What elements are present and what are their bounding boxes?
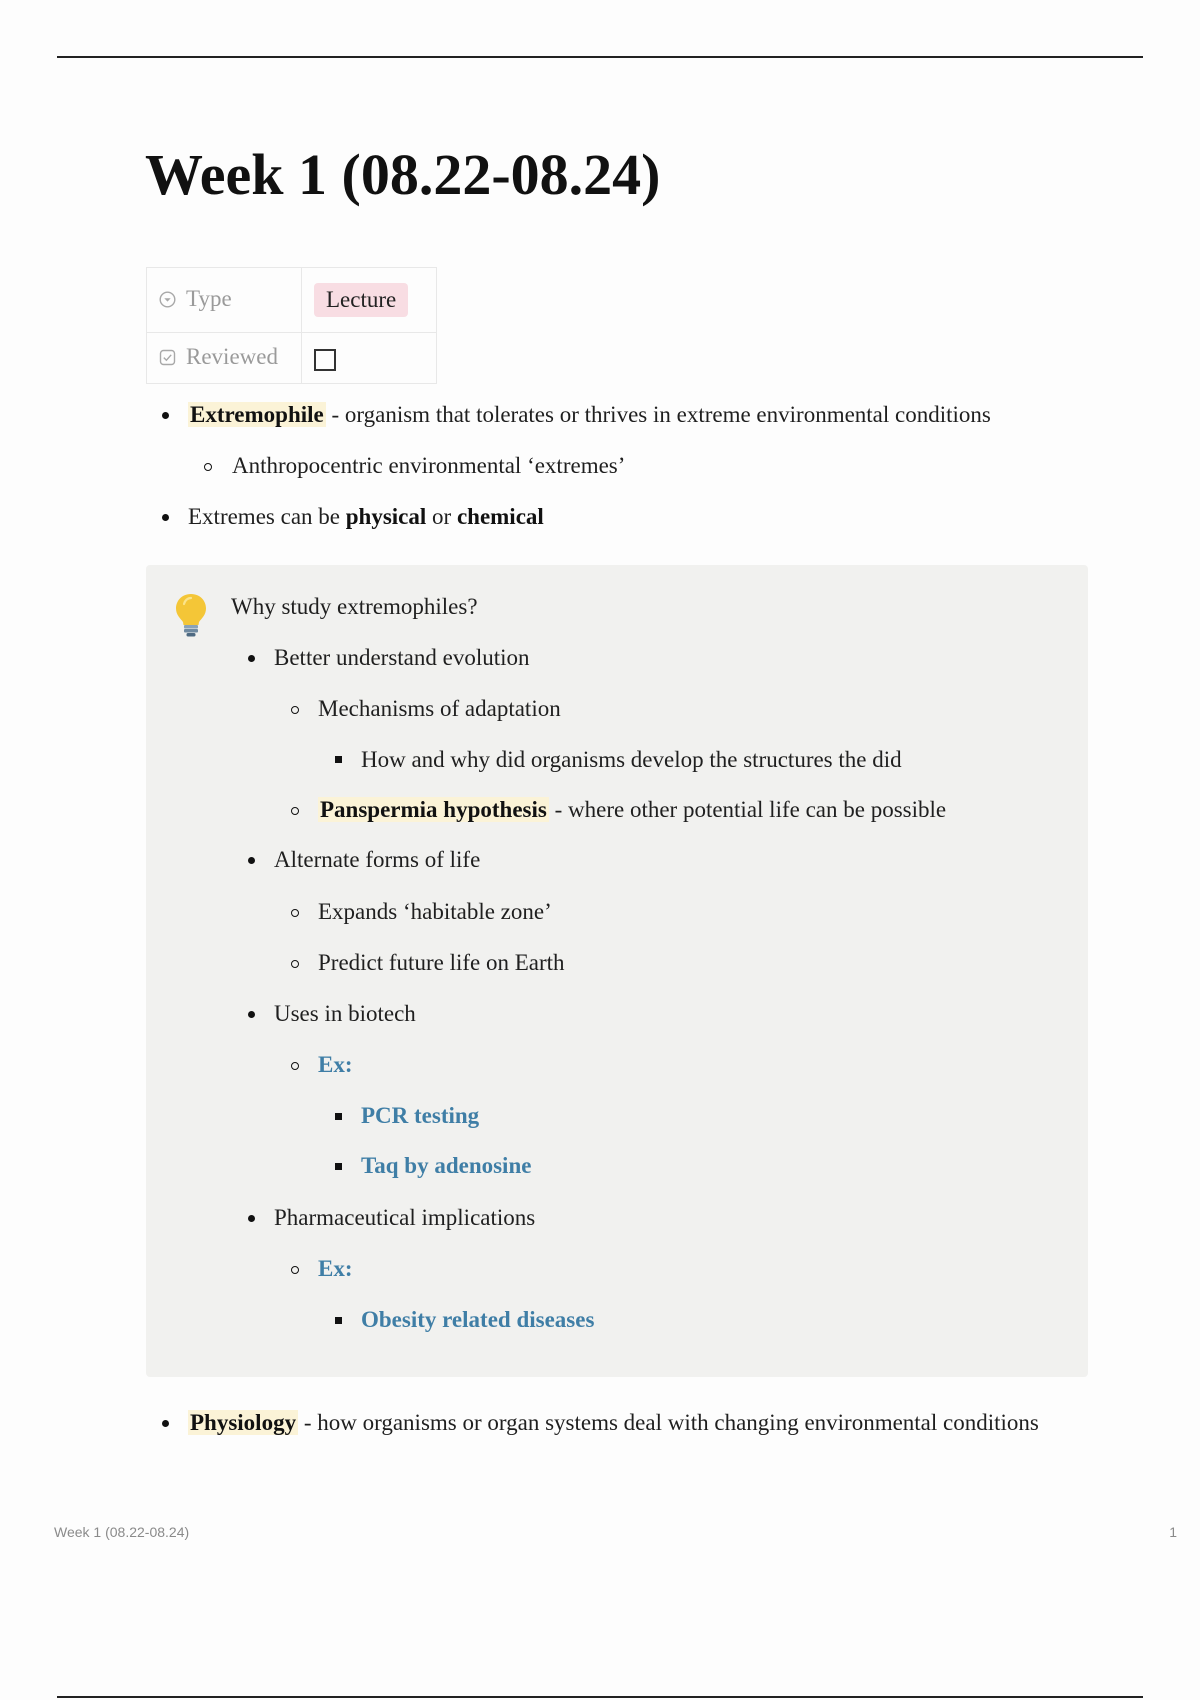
footer-title: Week 1 (08.22-08.24) [54, 1524, 190, 1540]
link-ex-biotech[interactable]: Ex: [318, 1052, 353, 1077]
term-extremophile: Extremophile [190, 402, 324, 427]
bullet-circle [291, 909, 299, 917]
bullet-disc [162, 514, 169, 521]
term-physiology: Physiology [190, 1410, 297, 1435]
panspermia-definition: - where other potential life can be possible [548, 797, 947, 822]
term-physical: physical [345, 504, 427, 529]
bullet-disc [248, 1011, 255, 1018]
list-item-physiology [188, 1408, 1039, 1438]
list-item-extremophile [188, 400, 991, 430]
bullet-circle [291, 807, 299, 815]
extremes-or: or [426, 504, 457, 529]
extremophile-definition: - organism that tolerates or thrives in extreme environmental conditions [325, 402, 991, 427]
checkbox-property-icon [159, 346, 176, 372]
bullet-square [335, 1317, 342, 1324]
bullet-square [335, 1163, 342, 1170]
top-rule [57, 56, 1143, 58]
term-panspermia: Panspermia hypothesis [320, 797, 547, 822]
list-item-anthropocentric: Anthropocentric environmental ‘extremes’ [232, 453, 626, 478]
list-item-biotech: Uses in biotech [274, 1001, 416, 1026]
physiology-definition: - how organisms or organ systems deal with changing environmental conditions [298, 1410, 1039, 1435]
link-taq-adenosine[interactable]: Taq by adenosine [361, 1153, 532, 1178]
bullet-circle [291, 1266, 299, 1274]
list-item-panspermia [318, 795, 946, 825]
link-obesity[interactable]: Obesity related diseases [361, 1307, 595, 1332]
property-key-reviewed [147, 333, 302, 384]
properties-table [146, 267, 437, 384]
reviewed-checkbox[interactable] [314, 349, 336, 371]
list-item-alternate: Alternate forms of life [274, 847, 481, 872]
link-ex-pharma[interactable]: Ex: [318, 1256, 353, 1281]
bullet-circle [204, 463, 212, 471]
list-item-how-why: How and why did organisms develop the structures the did [361, 747, 902, 772]
property-key-type [147, 268, 302, 333]
link-pcr-testing[interactable]: PCR testing [361, 1103, 480, 1128]
property-label-reviewed: Reviewed [186, 344, 278, 369]
term-chemical: chemical [456, 504, 544, 529]
select-property-icon [159, 288, 176, 314]
property-row-type [147, 268, 437, 333]
bullet-disc [248, 857, 255, 864]
list-item-predict: Predict future life on Earth [318, 950, 565, 975]
callout-title: Why study extremophiles? [231, 594, 478, 619]
bullet-circle [291, 706, 299, 714]
footer-page-number: 1 [1169, 1524, 1177, 1540]
extremes-prefix: Extremes can be [188, 504, 346, 529]
property-row-reviewed [147, 333, 437, 384]
list-item-mechanisms: Mechanisms of adaptation [318, 696, 561, 721]
list-item-extremes [188, 502, 544, 532]
page-title: Week 1 (08.22-08.24) [145, 142, 661, 207]
property-value-type[interactable] [302, 268, 437, 333]
bullet-disc [162, 1420, 169, 1427]
callout-box [146, 565, 1088, 1377]
bottom-rule [57, 1696, 1143, 1698]
bullet-disc [248, 655, 255, 662]
bullet-square [335, 1113, 342, 1120]
bullet-disc [162, 412, 169, 419]
bullet-circle [291, 1062, 299, 1070]
bullet-circle [291, 960, 299, 968]
property-value-reviewed [302, 333, 437, 384]
list-item-evolution: Better understand evolution [274, 645, 530, 670]
type-tag[interactable]: Lecture [314, 283, 408, 317]
bullet-square [335, 756, 342, 763]
lightbulb-icon [173, 592, 209, 643]
list-item-habitable: Expands ‘habitable zone’ [318, 899, 552, 924]
list-item-pharma: Pharmaceutical implications [274, 1205, 536, 1230]
property-label-type: Type [186, 286, 232, 311]
bullet-disc [248, 1215, 255, 1222]
